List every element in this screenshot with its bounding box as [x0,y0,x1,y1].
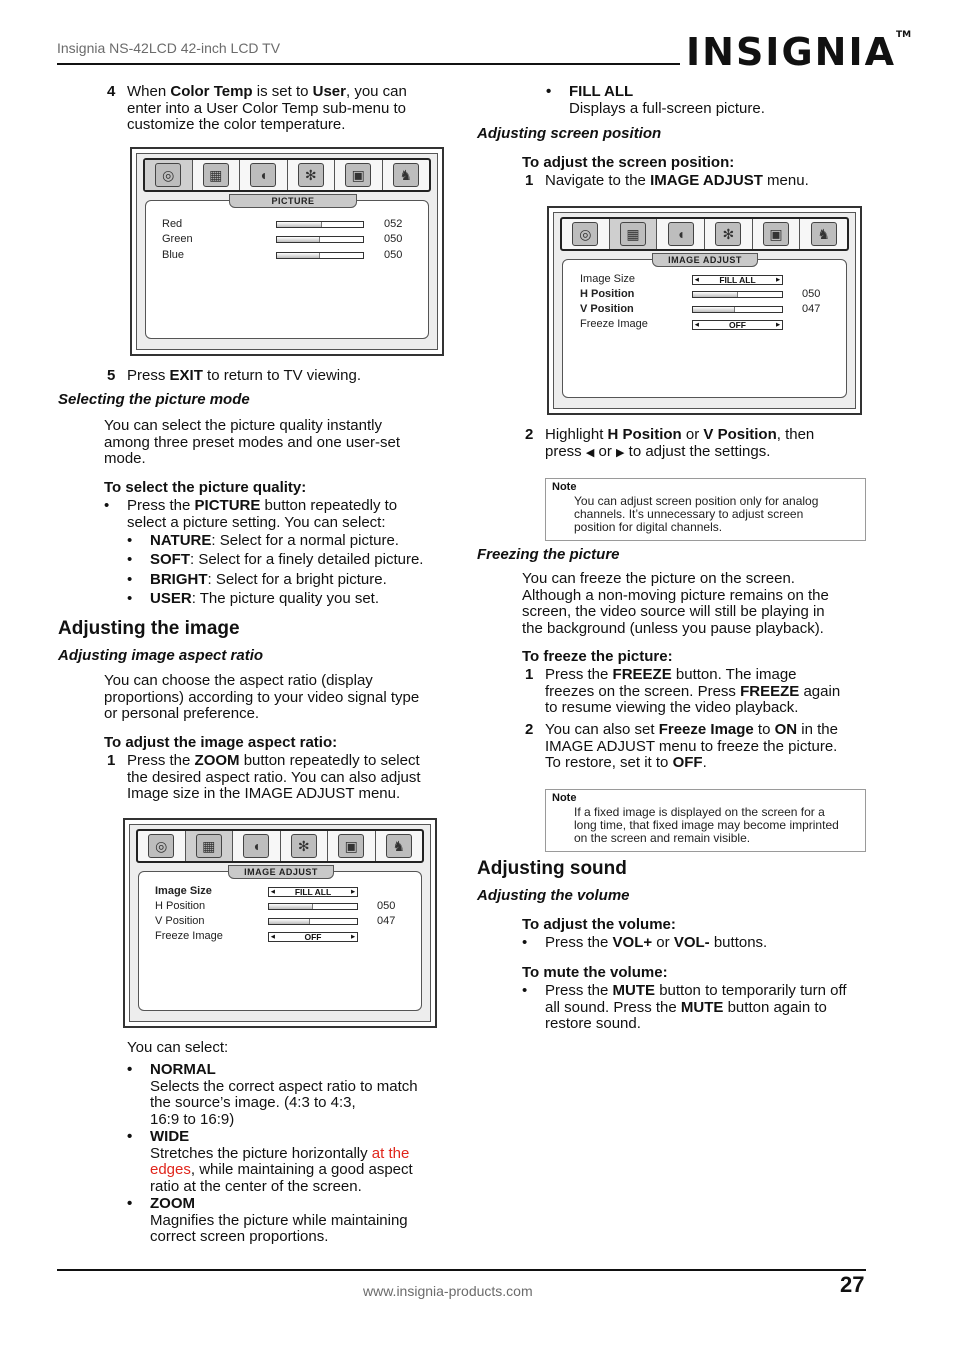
menu-tab: IMAGE ADJUST [228,865,334,879]
v-position-label: V Position [580,303,634,315]
image-adjust-icon: ▦ [186,831,234,861]
section-heading-picture-mode: Selecting the picture mode [58,391,250,408]
step-number: 5 [107,367,116,384]
note-line: You can adjust screen position only for analog [574,494,819,508]
freeze-image-label: Freeze Image [155,930,223,942]
v-position-label: V Position [155,915,205,927]
aspect-body: You can choose the aspect ratio (display proportions) according to your video signal type or personal preference. [104,672,420,722]
step-number: 1 [525,666,534,683]
option-fill-all: FILL ALL Displays a full-screen picture. [569,83,765,117]
right-arrow-icon: ▶ [616,446,625,459]
mode-bullet: • [127,571,133,588]
section-title-adjusting-sound: Adjusting sound [477,858,627,879]
you-can-select: You can select: [127,1039,229,1056]
channel-icon: ▣ [335,160,383,190]
green-slider [276,236,364,243]
note-box-position [545,478,866,541]
h-position-value: 050 [802,288,821,300]
page-number: 27 [840,1272,865,1297]
freeze-step1-text: Press the FREEZE button. The image freezes on the screen. Press FREEZE again to resume viewing the video playback. [545,666,841,716]
image-adjust-menu-screenshot [123,818,437,1028]
h-position-slider [692,291,783,298]
note-line: position for digital channels. [574,520,723,534]
section-title-adjusting-image: Adjusting the image [58,618,240,639]
audio-icon: ◖ [657,219,705,249]
audio-icon: ◖ [240,160,288,190]
picture-mode-body: You can select the picture quality instantly among three preset modes and one user-set mode. [104,417,401,467]
menu-tab: PICTURE [229,194,357,208]
note-title: Note [552,481,577,493]
h-position-label: H Position [155,900,206,912]
picture-icon: ◎ [138,831,186,861]
menu-row-label: Blue [162,249,185,261]
header-rule [57,63,680,65]
step4-text: When Color Temp is set to User, you can enter into a User Color Temp sub-menu to customize the color temperature. [127,83,407,133]
procedure-heading: To freeze the picture: [522,648,673,665]
menu-icon-bar [560,217,849,251]
option-bullet: • [127,1061,133,1078]
procedure-heading: To mute the volume: [522,964,668,981]
section-heading-volume: Adjusting the volume [477,887,630,904]
menu-tab: IMAGE ADJUST [652,253,758,267]
picture-menu-screenshot [130,147,444,356]
settings-icon: ✻ [705,219,753,249]
freeze-image-label: Freeze Image [580,318,648,330]
freeze-image-option: ◀ OFF ▶ [692,320,783,330]
channel-icon: ▣ [753,219,801,249]
section-heading-position: Adjusting screen position [477,125,662,142]
h-position-label: H Position [580,288,635,300]
procedure-heading: To adjust the screen position: [522,154,735,171]
step-number: 1 [107,752,116,769]
footer-rule [57,1269,866,1271]
menu-icon-bar [143,158,431,192]
zoom-step-text: Press the ZOOM button repeatedly to select the desired aspect ratio. You can also adjust Image size in the IMAGE ADJUST menu. [127,752,421,802]
parental-icon: ♞ [800,219,847,249]
picture-icon: ◎ [562,219,610,249]
mute-bullet-text: Press the MUTE button to temporarily turn off all sound. Press the MUTE button again to restore sound. [545,982,847,1032]
mode-bullet: • [127,590,133,607]
highlight-step-text: Highlight H Position or V Position, then press ◀ or ▶ to adjust the settings. [545,426,815,460]
parental-icon: ♞ [376,831,423,861]
settings-icon: ✻ [288,160,336,190]
image-size-label: Image Size [580,273,636,285]
note-line: long time, that fixed image may become imprinted [574,818,839,832]
note-line: on the screen and remain visible. [574,831,751,845]
menu-row-label: Red [162,218,183,230]
procedure-heading: To adjust the image aspect ratio: [104,734,338,751]
menu-row-value: 052 [384,218,403,230]
navigate-step-text: Navigate to the IMAGE ADJUST menu. [545,172,809,189]
note-box-freeze [545,789,866,852]
audio-icon: ◖ [233,831,281,861]
image-adjust-icon: ▦ [193,160,241,190]
header-title: Insignia NS-42LCD 42-inch LCD TV [57,40,281,56]
v-position-value: 047 [802,303,821,315]
channel-icon: ▣ [328,831,376,861]
option-bullet: • [546,83,552,100]
mode-bullet: • [127,532,133,549]
mode-item: USER: The picture quality you set. [150,590,380,607]
insignia-logo: INSIGNIA™ [686,30,912,74]
menu-row-value: 050 [384,249,403,261]
bullet-dot: • [522,982,528,999]
menu-icon-bar [136,829,424,863]
freeze-body: You can freeze the picture on the screen. Although a non-moving picture remains on the screen, the video source will still be playing in the background (unless you pause playback). [522,570,829,637]
v-position-slider [268,918,358,925]
bullet-dot: • [522,934,528,951]
mode-item: SOFT: Select for a finely detailed picture. [150,551,424,568]
mode-item: NATURE: Select for a normal picture. [150,532,399,549]
option-normal: NORMAL Selects the correct aspect ratio to match the source’s image. (4:3 to 4:3, 16:9 to 16:9) [150,1061,418,1128]
option-wide: WIDE Stretches the picture horizontally at the edges, while maintaining a good aspect ratio at the center of the screen. [150,1128,413,1195]
picture-icon: ◎ [145,160,193,190]
mode-bullet: • [127,551,133,568]
blue-slider [276,252,364,259]
note-line: If a fixed image is displayed on the screen for a [574,805,825,819]
step-number: 4 [107,83,116,100]
footer-url[interactable]: www.insignia-products.com [363,1283,533,1299]
volume-bullet-text: Press the VOL+ or VOL- buttons. [545,934,768,951]
image-size-option: ◀ FILL ALL ▶ [692,275,783,285]
section-heading-aspect: Adjusting image aspect ratio [58,647,264,664]
image-size-label: Image Size [155,885,212,897]
h-position-slider [268,903,358,910]
image-size-option: ◀ FILL ALL ▶ [268,887,358,897]
freeze-step2-text: You can also set Freeze Image to ON in the IMAGE ADJUST menu to freeze the picture. To restore, set it to OFF. [545,721,838,771]
option-bullet: • [127,1195,133,1212]
image-adjust-position-menu-screenshot [547,206,862,415]
step-number: 2 [525,426,534,443]
procedure-heading: To select the picture quality: [104,479,307,496]
freeze-image-option: ◀ OFF ▶ [268,932,358,942]
image-adjust-icon: ▦ [610,219,658,249]
step5-text: Press EXIT to return to TV viewing. [127,367,361,384]
menu-row-value: 050 [384,233,403,245]
v-position-value: 047 [377,915,396,927]
left-arrow-icon: ◀ [585,446,595,459]
menu-row-label: Green [162,233,193,245]
v-position-slider [692,306,783,313]
note-title: Note [552,792,577,804]
section-heading-freeze: Freezing the picture [477,546,620,563]
press-picture-text: Press the PICTURE button repeatedly to select a picture setting. You can select: [127,497,398,531]
mode-item: BRIGHT: Select for a bright picture. [150,571,387,588]
step-number: 2 [525,721,534,738]
procedure-heading: To adjust the volume: [522,916,676,933]
option-zoom: ZOOM Magnifies the picture while maintaining correct screen proportions. [150,1195,408,1245]
h-position-value: 050 [377,900,396,912]
step-number: 1 [525,172,534,189]
note-line: channels. It’s unnecessary to adjust screen [574,507,804,521]
option-bullet: • [127,1128,133,1145]
settings-icon: ✻ [281,831,329,861]
red-slider [276,221,364,228]
bullet-dot: • [104,497,110,514]
parental-icon: ♞ [383,160,430,190]
